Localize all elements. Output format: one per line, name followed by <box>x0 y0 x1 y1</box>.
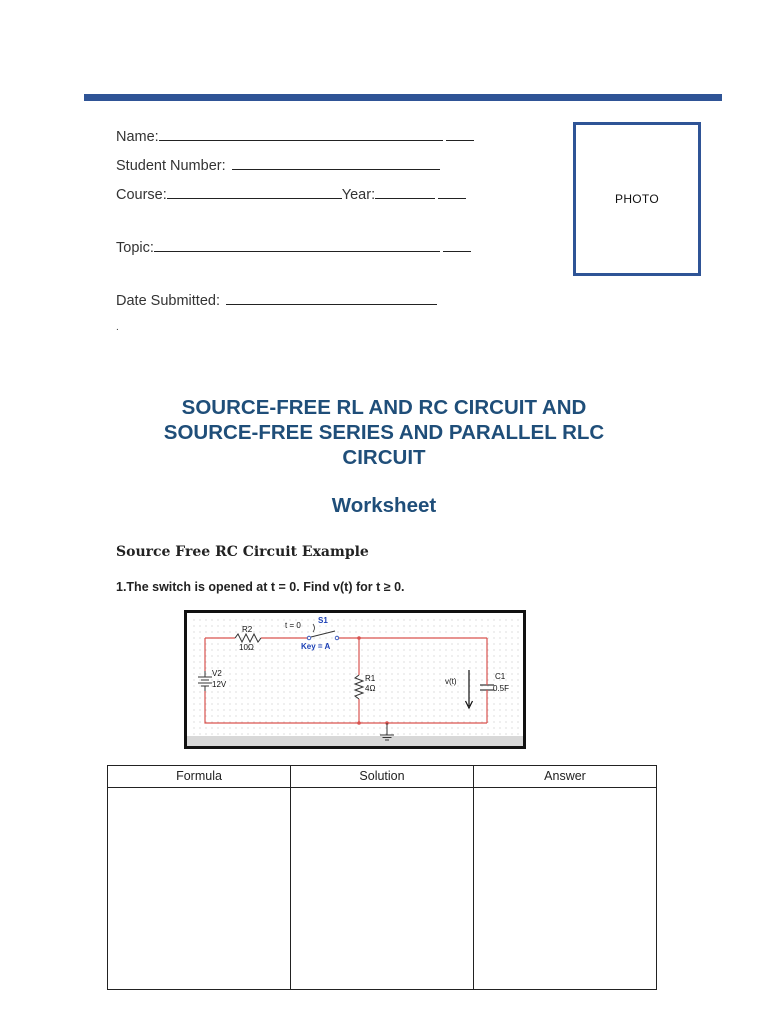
grid-background <box>191 616 519 738</box>
year-line-end <box>438 186 466 199</box>
v2-name: V2 <box>212 669 222 678</box>
photo-box[interactable] <box>573 122 701 276</box>
name-label: Name: <box>116 129 159 145</box>
answer-column[interactable] <box>474 766 656 989</box>
name-line-end <box>446 128 474 141</box>
solution-header: Solution <box>291 766 473 788</box>
topic-line[interactable] <box>154 239 440 252</box>
worksheet-subtitle: Worksheet <box>331 494 437 517</box>
course-line[interactable] <box>167 186 342 199</box>
topic-field[interactable] <box>116 239 471 256</box>
topic-label: Topic: <box>116 240 154 256</box>
bottom-strip <box>187 736 523 746</box>
junction-bottom-left <box>357 721 361 725</box>
c1-value: 0.5F <box>493 684 510 693</box>
stray-dot: . <box>116 322 119 333</box>
formula-column[interactable] <box>108 766 291 989</box>
r1-value: 4Ω <box>365 684 376 693</box>
circuit-diagram <box>184 610 526 749</box>
r1-name: R1 <box>365 674 376 683</box>
answer-table <box>107 765 657 990</box>
junction-top <box>357 636 361 640</box>
r2-value: 10Ω <box>239 643 254 652</box>
name-field[interactable] <box>116 128 474 145</box>
student-number-field[interactable] <box>116 157 440 174</box>
switch-time: t = 0 <box>285 621 301 630</box>
header-rule <box>84 94 722 101</box>
date-label: Date Submitted: <box>116 293 220 309</box>
student-number-line[interactable] <box>232 157 440 170</box>
r2-name: R2 <box>242 625 253 634</box>
year-line[interactable] <box>375 186 435 199</box>
solution-column[interactable] <box>291 766 474 989</box>
title-line-3: CIRCUIT <box>342 446 426 469</box>
switch-name: S1 <box>318 616 328 625</box>
date-submitted-field[interactable] <box>116 292 437 309</box>
section-heading: Source Free RC Circuit Example <box>116 544 369 560</box>
c1-name: C1 <box>495 672 506 681</box>
course-label: Course: <box>116 187 167 203</box>
page-title <box>84 395 684 470</box>
switch-key: Key = A <box>301 642 331 651</box>
name-line[interactable] <box>159 128 443 141</box>
title-line-2: SOURCE-FREE SERIES AND PARALLEL RLC <box>163 421 605 444</box>
answer-header: Answer <box>474 766 656 788</box>
formula-header: Formula <box>108 766 290 788</box>
circuit-svg <box>187 613 523 746</box>
vt-label: v(t) <box>445 677 457 686</box>
year-label: Year: <box>341 187 376 203</box>
topic-line-end <box>443 239 471 252</box>
v2-value: 12V <box>212 680 227 689</box>
date-line[interactable] <box>226 292 437 305</box>
title-line-1: SOURCE-FREE RL AND RC CIRCUIT AND <box>181 396 587 419</box>
photo-label: PHOTO <box>615 192 659 206</box>
question-text: 1.The switch is opened at t = 0. Find v(t) for t ≥ 0. <box>116 580 405 594</box>
student-number-label: Student Number: <box>116 158 226 174</box>
course-field[interactable] <box>116 186 466 203</box>
